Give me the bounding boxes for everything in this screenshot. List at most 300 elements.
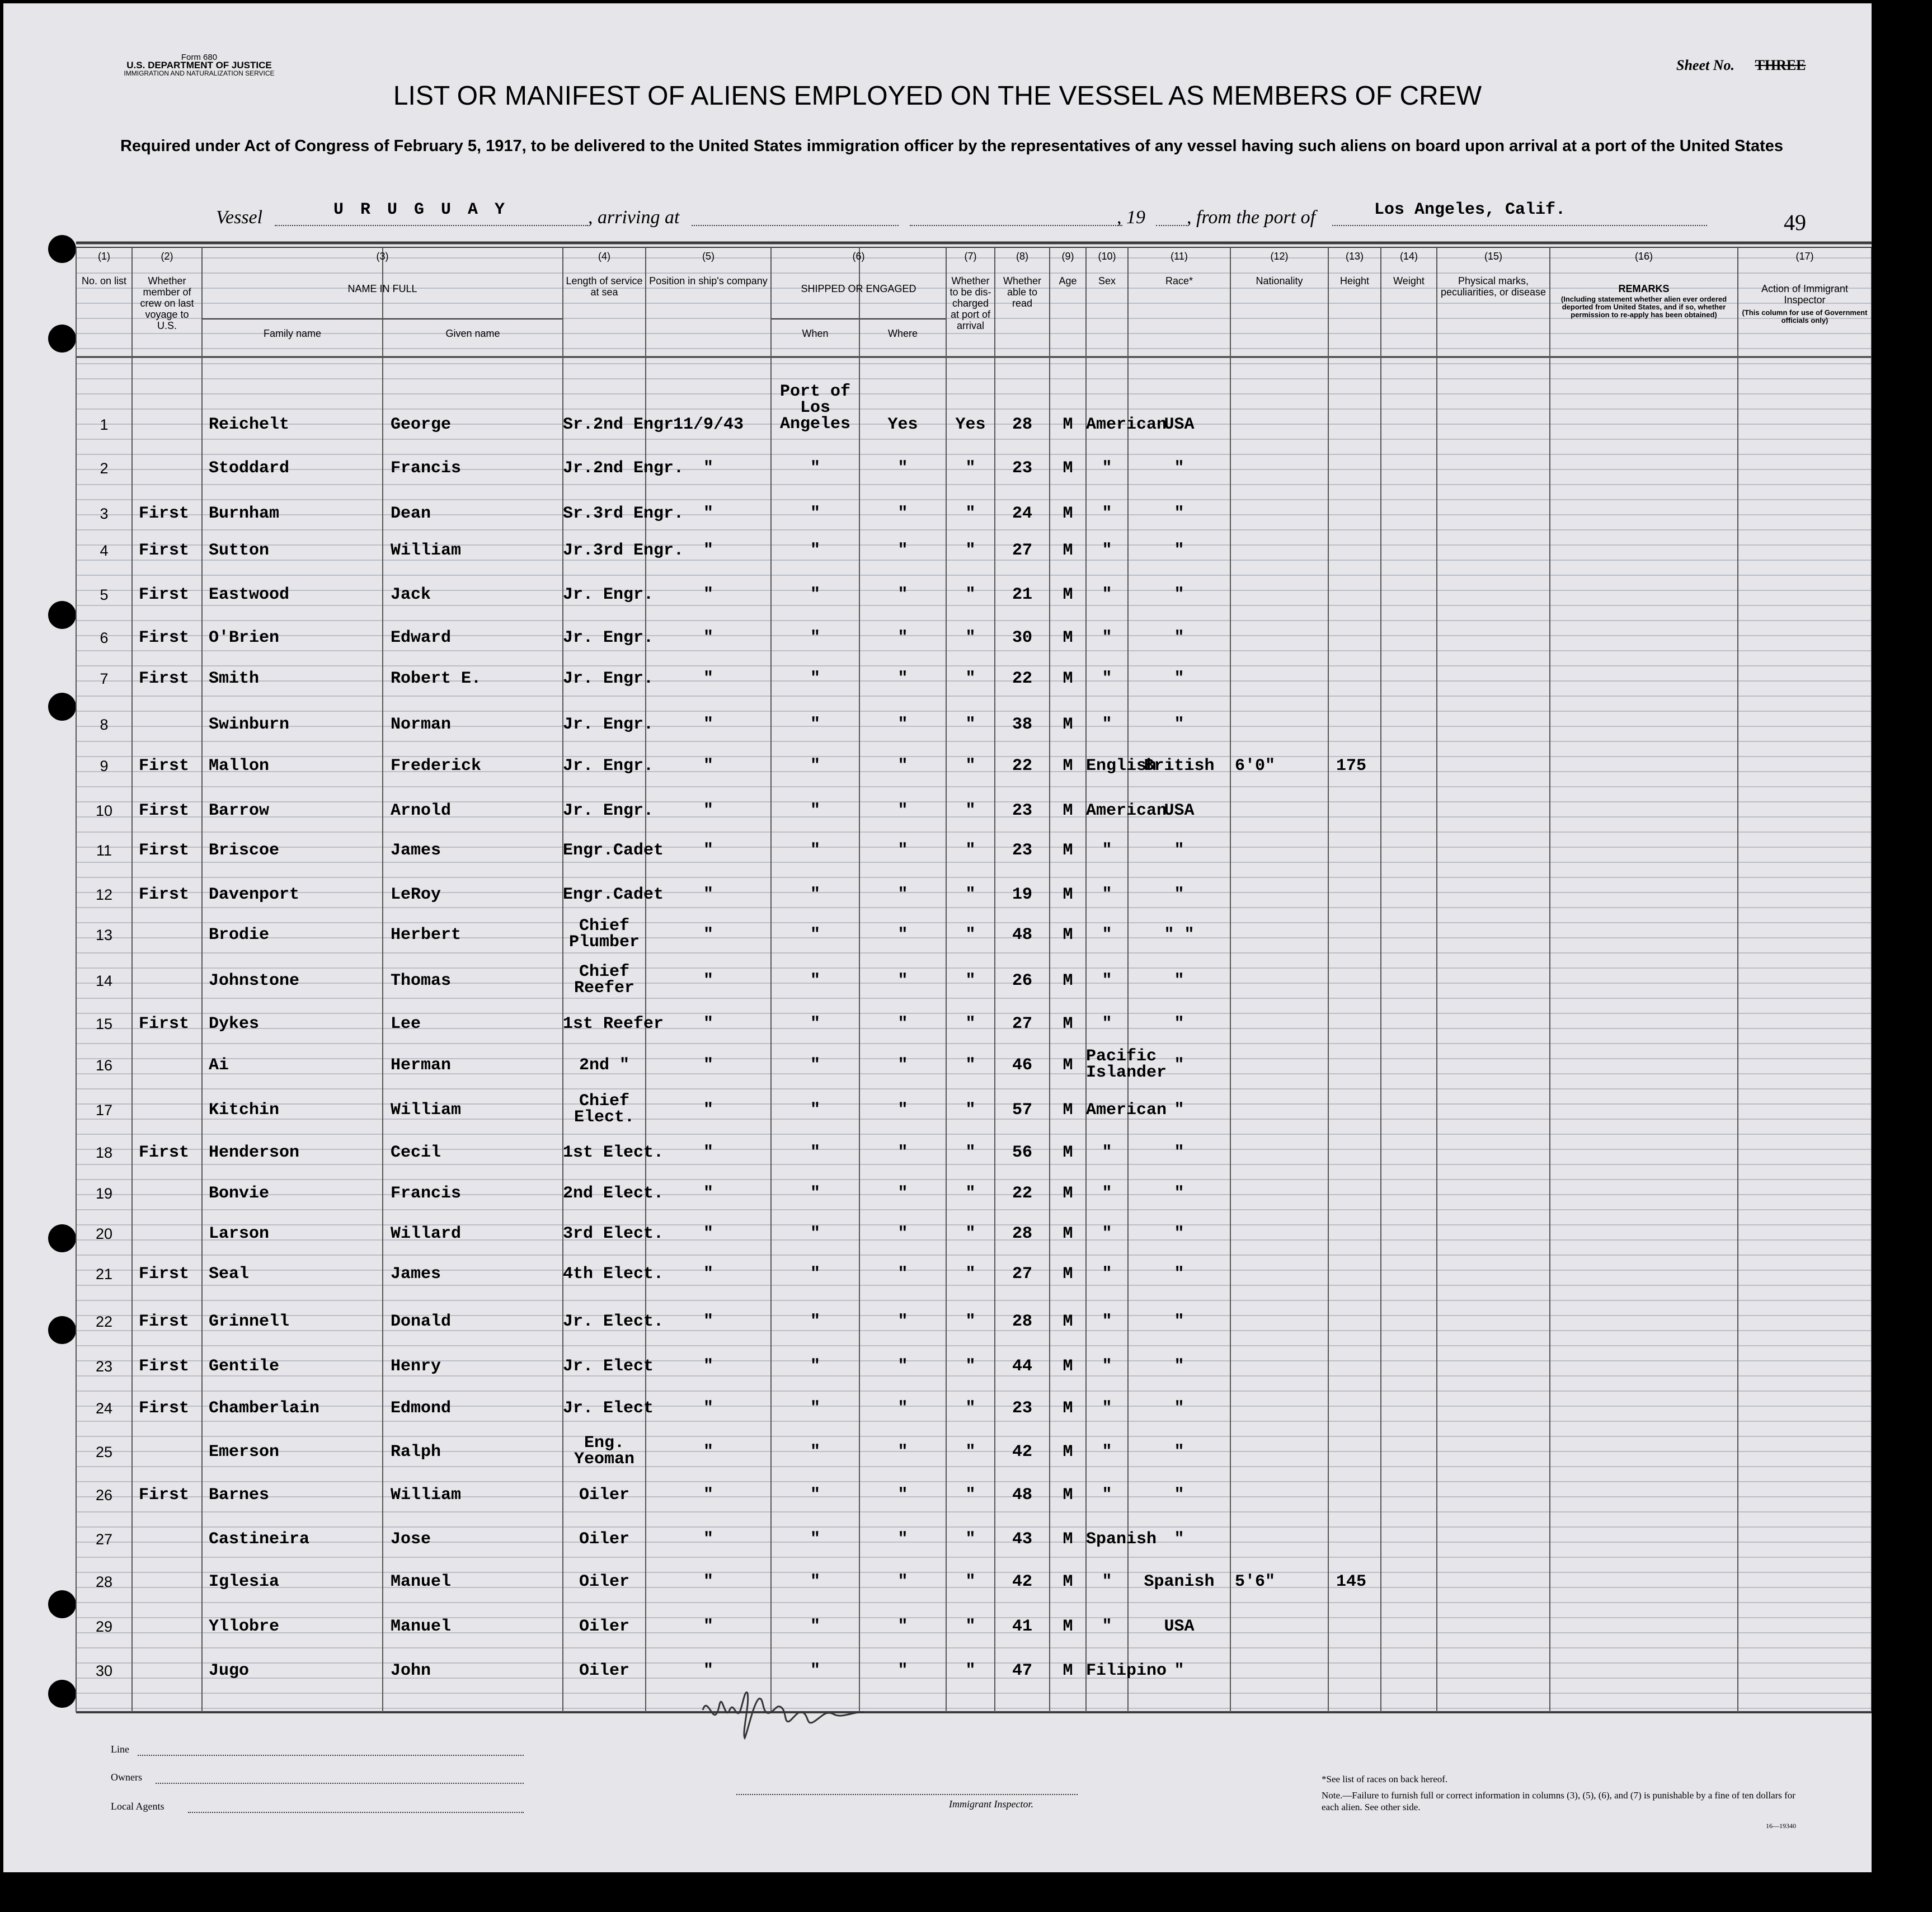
cell-discharged: Yes bbox=[887, 415, 918, 434]
cell-nationality: Spanish bbox=[1144, 1572, 1215, 1591]
cell-race: " bbox=[1102, 1617, 1112, 1636]
cell-age: 21 bbox=[1012, 585, 1032, 604]
cell-no: 27 bbox=[95, 1531, 113, 1548]
cell-age: 27 bbox=[1012, 541, 1032, 560]
agents-label: Local Agents bbox=[111, 1801, 164, 1812]
cell-where: " bbox=[810, 1014, 820, 1033]
cell-where: " bbox=[810, 1572, 820, 1591]
column-sublabel: Family name bbox=[263, 328, 322, 339]
cell-discharged: " bbox=[897, 757, 908, 776]
cell-where: " bbox=[810, 1617, 820, 1636]
cell-discharged: " bbox=[897, 1014, 908, 1033]
cell-position: Jr. Engr. bbox=[563, 715, 654, 734]
column-label: Action of Immigrant Inspector bbox=[1761, 283, 1849, 306]
cell-no: 11 bbox=[96, 842, 112, 859]
cell-when: " bbox=[703, 715, 713, 734]
cell-nationality: " bbox=[1174, 1101, 1184, 1120]
column-number: (3) bbox=[376, 251, 389, 262]
cell-when: 11/9/43 bbox=[673, 415, 744, 434]
cell-sex: M bbox=[1063, 541, 1073, 560]
cell-race: American bbox=[1086, 1101, 1167, 1120]
cell-nationality: " bbox=[1174, 841, 1184, 860]
cell-prev: First bbox=[139, 885, 190, 904]
cell-discharged: " bbox=[897, 1056, 908, 1075]
cell-nationality: USA bbox=[1164, 1617, 1195, 1636]
cell-nationality: " " bbox=[1164, 926, 1195, 945]
vessel-value: U R U G U A Y bbox=[333, 200, 509, 219]
cell-age: 28 bbox=[1012, 415, 1032, 434]
cell-given: Henry bbox=[391, 1357, 441, 1376]
cell-given: Thomas bbox=[391, 971, 452, 990]
cell-age: 56 bbox=[1012, 1143, 1032, 1162]
cell-position: 1st Reefer bbox=[563, 1014, 664, 1033]
cell-discharged: " bbox=[897, 1486, 908, 1505]
cell-given: William bbox=[391, 1486, 462, 1505]
cell-discharged: " bbox=[897, 885, 908, 904]
cell-when: " bbox=[703, 541, 713, 560]
cell-position: Chief Plumber bbox=[568, 917, 640, 952]
cell-prev: First bbox=[139, 504, 190, 523]
cell-age: 57 bbox=[1012, 1101, 1032, 1120]
column-number: (14) bbox=[1399, 251, 1418, 262]
cell-given: James bbox=[391, 1265, 441, 1284]
cell-prev: First bbox=[139, 1265, 190, 1284]
cell-family: Johnstone bbox=[209, 971, 300, 990]
cell-prev: First bbox=[139, 1312, 190, 1331]
cell-where: " bbox=[810, 841, 820, 860]
cell-race: " bbox=[1102, 1143, 1112, 1162]
cell-no: 6 bbox=[100, 629, 109, 646]
cell-position: Sr.3rd Engr. bbox=[563, 504, 684, 523]
cell-prev: First bbox=[139, 628, 190, 647]
cell-family: Castineira bbox=[209, 1530, 310, 1549]
cell-given: Herbert bbox=[391, 926, 462, 945]
cell-when: " bbox=[703, 669, 713, 688]
cell-height: 6'0" bbox=[1235, 757, 1276, 776]
cell-where: " bbox=[810, 1265, 820, 1284]
cell-prev: First bbox=[139, 541, 190, 560]
cell-no: 21 bbox=[95, 1266, 113, 1283]
cell-race: Filipino bbox=[1086, 1661, 1167, 1680]
column-label: SHIPPED OR ENGAGED bbox=[801, 283, 916, 294]
manifest-sheet bbox=[3, 3, 1872, 1872]
cell-prev: First bbox=[139, 1486, 190, 1505]
cell-nationality: " bbox=[1174, 459, 1184, 478]
column-sublabel: Given name bbox=[445, 328, 500, 339]
cell-race: " bbox=[1102, 459, 1112, 478]
cell-family: Reichelt bbox=[209, 415, 290, 434]
cell-read: " bbox=[965, 1101, 976, 1120]
cell-discharged: " bbox=[897, 459, 908, 478]
cell-discharged: " bbox=[897, 504, 908, 523]
cell-sex: M bbox=[1063, 1265, 1073, 1284]
column-number: (6) bbox=[852, 251, 865, 262]
cell-age: 23 bbox=[1012, 459, 1032, 478]
column-number: (12) bbox=[1270, 251, 1289, 262]
cell-race: " bbox=[1102, 628, 1112, 647]
cell-read: " bbox=[965, 841, 976, 860]
cell-nationality: " bbox=[1174, 715, 1184, 734]
cell-sex: M bbox=[1063, 1312, 1073, 1331]
cell-when: " bbox=[703, 1014, 713, 1033]
cell-given: William bbox=[391, 541, 462, 560]
cell-height: 5'6" bbox=[1235, 1572, 1276, 1591]
cell-weight: 175 bbox=[1336, 757, 1367, 776]
cell-position: Jr. Elect bbox=[563, 1357, 654, 1376]
cell-position: Jr. Elect. bbox=[563, 1312, 664, 1331]
cell-race: Pacific Islander bbox=[1086, 1047, 1167, 1082]
cell-read: " bbox=[965, 669, 976, 688]
cell-sex: M bbox=[1063, 1572, 1073, 1591]
cell-no: 14 bbox=[95, 973, 113, 989]
cell-read: " bbox=[965, 801, 976, 820]
from-port-label: , from the port of bbox=[1187, 207, 1316, 228]
cell-prev: First bbox=[139, 585, 190, 604]
cell-nationality: British bbox=[1144, 757, 1215, 776]
cell-sex: M bbox=[1063, 1014, 1073, 1033]
cell-no: 3 bbox=[100, 505, 109, 522]
cell-sex: M bbox=[1063, 841, 1073, 860]
inspector-signature bbox=[692, 1671, 876, 1744]
cell-sex: M bbox=[1063, 885, 1073, 904]
cell-age: 22 bbox=[1012, 1184, 1032, 1203]
cell-prev: First bbox=[139, 841, 190, 860]
cell-race: " bbox=[1102, 1184, 1112, 1203]
cell-position: Chief Reefer bbox=[574, 962, 635, 998]
column-label: Height bbox=[1339, 275, 1370, 286]
cell-when: " bbox=[703, 1617, 713, 1636]
cell-when: " bbox=[703, 1312, 713, 1331]
cell-age: 19 bbox=[1012, 885, 1032, 904]
cell-read: " bbox=[965, 1143, 976, 1162]
cell-nationality: " bbox=[1174, 1661, 1184, 1680]
cell-no: 12 bbox=[95, 886, 113, 903]
cell-where: " bbox=[810, 1224, 820, 1243]
cell-where: " bbox=[810, 1661, 820, 1680]
cell-race: " bbox=[1102, 1399, 1112, 1418]
cell-read: " bbox=[965, 1572, 976, 1591]
cell-when: " bbox=[703, 1101, 713, 1120]
inspector-label: Immigrant Inspector. bbox=[949, 1798, 1033, 1810]
cell-nationality: " bbox=[1174, 1014, 1184, 1033]
cell-given: Arnold bbox=[391, 801, 452, 820]
cell-no: 25 bbox=[95, 1444, 113, 1460]
cell-sex: M bbox=[1063, 1143, 1073, 1162]
cell-nationality: " bbox=[1174, 1143, 1184, 1162]
cell-sex: M bbox=[1063, 1224, 1073, 1243]
cell-nationality: " bbox=[1174, 669, 1184, 688]
cell-sex: M bbox=[1063, 715, 1073, 734]
cell-given: Willard bbox=[391, 1224, 462, 1243]
cell-no: 13 bbox=[95, 927, 113, 943]
cell-when: " bbox=[703, 628, 713, 647]
cell-age: 42 bbox=[1012, 1443, 1032, 1462]
cell-nationality: " bbox=[1174, 1399, 1184, 1418]
cell-family: Kitchin bbox=[209, 1101, 280, 1120]
cell-family: Larson bbox=[209, 1224, 270, 1243]
cell-nationality: " bbox=[1174, 1224, 1184, 1243]
cell-age: 24 bbox=[1012, 504, 1032, 523]
cell-discharged: " bbox=[897, 1399, 908, 1418]
cell-race: " bbox=[1102, 585, 1112, 604]
cell-where: " bbox=[810, 669, 820, 688]
cell-position: Oiler bbox=[579, 1617, 629, 1636]
cell-age: 47 bbox=[1012, 1661, 1032, 1680]
cell-race: " bbox=[1102, 715, 1112, 734]
owners-label: Owners bbox=[111, 1772, 142, 1783]
cell-nationality: " bbox=[1174, 971, 1184, 990]
cell-race: " bbox=[1102, 669, 1112, 688]
cell-position: Oiler bbox=[579, 1661, 629, 1680]
cell-family: Gentile bbox=[209, 1357, 280, 1376]
cell-nationality: " bbox=[1174, 1056, 1184, 1075]
cell-no: 8 bbox=[100, 716, 109, 733]
column-number: (9) bbox=[1061, 251, 1074, 262]
cell-position: 2nd Elect. bbox=[563, 1184, 664, 1203]
cell-sex: M bbox=[1063, 628, 1073, 647]
cell-no: 1 bbox=[100, 416, 109, 433]
cell-where: " bbox=[810, 885, 820, 904]
cell-no: 20 bbox=[95, 1225, 113, 1242]
cell-sex: M bbox=[1063, 926, 1073, 945]
cell-no: 18 bbox=[95, 1144, 113, 1161]
cell-race: " bbox=[1102, 504, 1112, 523]
cell-where: " bbox=[810, 926, 820, 945]
cell-no: 24 bbox=[95, 1400, 113, 1417]
cell-discharged: " bbox=[897, 801, 908, 820]
cell-read: " bbox=[965, 1312, 976, 1331]
cell-age: 48 bbox=[1012, 1486, 1032, 1505]
cell-read: " bbox=[965, 1056, 976, 1075]
cell-discharged: " bbox=[897, 628, 908, 647]
cell-given: Robert E. bbox=[391, 669, 482, 688]
cell-age: 23 bbox=[1012, 801, 1032, 820]
cell-read: " bbox=[965, 504, 976, 523]
cell-discharged: " bbox=[897, 585, 908, 604]
cell-given: Ralph bbox=[391, 1443, 441, 1462]
cell-age: 43 bbox=[1012, 1530, 1032, 1549]
cell-race: " bbox=[1102, 1572, 1112, 1591]
cell-age: 22 bbox=[1012, 757, 1032, 776]
cell-position: Sr.2nd Engr. bbox=[563, 415, 684, 434]
cell-race: " bbox=[1102, 541, 1112, 560]
cell-family: Briscoe bbox=[209, 841, 280, 860]
cell-given: Edmond bbox=[391, 1399, 452, 1418]
cell-read: " bbox=[965, 757, 976, 776]
cell-when: " bbox=[703, 459, 713, 478]
cell-nationality: USA bbox=[1164, 415, 1195, 434]
department-name: U.S. DEPARTMENT OF JUSTICE bbox=[126, 60, 272, 71]
cell-position: Chief Elect. bbox=[574, 1092, 635, 1127]
cell-sex: M bbox=[1063, 1661, 1073, 1680]
column-label: NAME IN FULL bbox=[347, 283, 417, 294]
cell-position: 2nd " bbox=[579, 1056, 629, 1075]
cell-no: 30 bbox=[95, 1662, 113, 1679]
cell-read: " bbox=[965, 1530, 976, 1549]
cell-where: " bbox=[810, 801, 820, 820]
cell-race: " bbox=[1102, 841, 1112, 860]
cell-where: " bbox=[810, 1312, 820, 1331]
column-label: Length of service at sea bbox=[566, 275, 643, 298]
cell-where: " bbox=[810, 1143, 820, 1162]
cell-given: Francis bbox=[391, 1184, 462, 1203]
cell-discharged: " bbox=[897, 669, 908, 688]
cell-discharged: " bbox=[897, 1530, 908, 1549]
cell-given: James bbox=[391, 841, 441, 860]
cell-no: 5 bbox=[100, 586, 109, 603]
penalty-note: Note.—Failure to furnish full or correct information in columns (3), (5), (6), and (7) is punishable by a fine of ten dollars for each alien. See other side. bbox=[1322, 1790, 1795, 1812]
column-number: (15) bbox=[1484, 251, 1502, 262]
cell-sex: M bbox=[1063, 971, 1073, 990]
cell-no: 16 bbox=[95, 1057, 113, 1074]
cell-prev: First bbox=[139, 1357, 190, 1376]
cell-discharged: " bbox=[897, 1312, 908, 1331]
cell-family: Jugo bbox=[209, 1661, 250, 1680]
cell-read: " bbox=[965, 1265, 976, 1284]
cell-sex: M bbox=[1063, 1399, 1073, 1418]
cell-prev: First bbox=[139, 1143, 190, 1162]
cell-where: " bbox=[810, 504, 820, 523]
column-label: Whether able to read bbox=[1003, 275, 1042, 309]
cell-when: " bbox=[703, 1184, 713, 1203]
cell-race: " bbox=[1102, 971, 1112, 990]
cell-family: Seal bbox=[209, 1265, 250, 1284]
cell-race: Spanish bbox=[1086, 1530, 1157, 1549]
cell-when: " bbox=[703, 885, 713, 904]
cell-discharged: " bbox=[897, 1143, 908, 1162]
cell-given: Francis bbox=[391, 459, 462, 478]
cell-given: Lee bbox=[391, 1014, 421, 1033]
cell-when: " bbox=[703, 757, 713, 776]
cell-where: " bbox=[810, 1056, 820, 1075]
cell-position: Jr. Engr. bbox=[563, 669, 654, 688]
cell-position: Jr. Engr. bbox=[563, 801, 654, 820]
cell-position: Jr. Engr. bbox=[563, 628, 654, 647]
cell-when: " bbox=[703, 1572, 713, 1591]
cell-read: " bbox=[965, 1661, 976, 1680]
cell-no: 23 bbox=[95, 1358, 113, 1375]
cell-family: Iglesia bbox=[209, 1572, 280, 1591]
column-note: (Including statement whether alien ever ordered deported from United States, and if so, whether permission to re-apply has been obtained) bbox=[1560, 295, 1727, 319]
cell-sex: M bbox=[1063, 669, 1073, 688]
cell-family: Eastwood bbox=[209, 585, 290, 604]
cell-discharged: " bbox=[897, 1357, 908, 1376]
column-number: (1) bbox=[98, 251, 110, 262]
column-label: No. on list bbox=[81, 275, 127, 286]
cell-age: 26 bbox=[1012, 971, 1032, 990]
cell-when: " bbox=[703, 504, 713, 523]
cell-discharged: " bbox=[897, 926, 908, 945]
cell-race: " bbox=[1102, 1224, 1112, 1243]
cell-nationality: USA bbox=[1164, 801, 1195, 820]
cell-no: 26 bbox=[95, 1487, 113, 1504]
column-label: Position in ship's company bbox=[649, 275, 768, 286]
cell-discharged: " bbox=[897, 1661, 908, 1680]
cell-where: " bbox=[810, 459, 820, 478]
cell-read: Yes bbox=[955, 415, 986, 434]
cell-when: " bbox=[703, 926, 713, 945]
column-label: Nationality bbox=[1256, 275, 1303, 286]
cell-where: " bbox=[810, 757, 820, 776]
cell-when: " bbox=[703, 971, 713, 990]
cell-family: Yllobre bbox=[209, 1617, 280, 1636]
column-number: (7) bbox=[964, 251, 977, 262]
cell-read: " bbox=[965, 1617, 976, 1636]
cell-read: " bbox=[965, 1486, 976, 1505]
cell-family: Dykes bbox=[209, 1014, 260, 1033]
cell-position: Jr. Engr. bbox=[563, 585, 654, 604]
column-label: REMARKS bbox=[1618, 283, 1670, 294]
cell-race: " bbox=[1102, 1443, 1112, 1462]
cell-age: 30 bbox=[1012, 628, 1032, 647]
cell-read: " bbox=[965, 1443, 976, 1462]
cell-position: Jr. Engr. bbox=[563, 757, 654, 776]
cell-family: Mallon bbox=[209, 757, 270, 776]
cell-race: " bbox=[1102, 1014, 1112, 1033]
cell-sex: M bbox=[1063, 757, 1073, 776]
cell-when: " bbox=[703, 1143, 713, 1162]
cell-read: " bbox=[965, 541, 976, 560]
cell-read: " bbox=[965, 1014, 976, 1033]
cell-race: American bbox=[1086, 415, 1167, 434]
page-title: LIST OR MANIFEST OF ALIENS EMPLOYED ON THE VESSEL AS MEMBERS OF CREW bbox=[393, 81, 1482, 111]
cell-given: Dean bbox=[391, 504, 431, 523]
cell-read: " bbox=[965, 926, 976, 945]
cell-when: " bbox=[703, 1056, 713, 1075]
column-label: Physical marks, peculiarities, or disease bbox=[1440, 275, 1546, 298]
cell-sex: M bbox=[1063, 504, 1073, 523]
cell-family: Barrow bbox=[209, 801, 270, 820]
year-label: , 19 bbox=[1117, 207, 1145, 228]
cell-read: " bbox=[965, 885, 976, 904]
cell-position: Engr.Cadet bbox=[563, 885, 664, 904]
column-label: Age bbox=[1059, 275, 1077, 286]
cell-no: 28 bbox=[95, 1573, 113, 1590]
cell-position: Jr.3rd Engr. bbox=[563, 541, 684, 560]
cell-family: Burnham bbox=[209, 504, 280, 523]
cell-nationality: " bbox=[1174, 1184, 1184, 1203]
cell-age: 44 bbox=[1012, 1357, 1032, 1376]
cell-no: 29 bbox=[95, 1618, 113, 1635]
cell-family: O'Brien bbox=[209, 628, 280, 647]
cell-read: " bbox=[965, 1224, 976, 1243]
column-number: (11) bbox=[1171, 251, 1188, 262]
cell-discharged: " bbox=[897, 841, 908, 860]
line-label: Line bbox=[111, 1744, 129, 1755]
cell-no: 19 bbox=[95, 1185, 113, 1202]
cell-sex: M bbox=[1063, 459, 1073, 478]
cell-given: Edward bbox=[391, 628, 452, 647]
cell-where: " bbox=[810, 1101, 820, 1120]
cell-where: " bbox=[810, 971, 820, 990]
cell-where: " bbox=[810, 1486, 820, 1505]
cell-no: 4 bbox=[100, 542, 109, 559]
cell-age: 42 bbox=[1012, 1572, 1032, 1591]
cell-position: 4th Elect. bbox=[563, 1265, 664, 1284]
column-number: (17) bbox=[1795, 251, 1814, 262]
column-number: (2) bbox=[161, 251, 173, 262]
cell-prev: First bbox=[139, 757, 190, 776]
cell-family: Chamberlain bbox=[209, 1399, 320, 1418]
column-number: (4) bbox=[598, 251, 610, 262]
cell-given: Cecil bbox=[391, 1143, 441, 1162]
vessel-label: Vessel bbox=[216, 207, 263, 228]
column-number: (5) bbox=[702, 251, 714, 262]
cell-nationality: " bbox=[1174, 628, 1184, 647]
cell-nationality: " bbox=[1174, 1265, 1184, 1284]
cell-family: Brodie bbox=[209, 926, 270, 945]
cell-given: Herman bbox=[391, 1056, 452, 1075]
